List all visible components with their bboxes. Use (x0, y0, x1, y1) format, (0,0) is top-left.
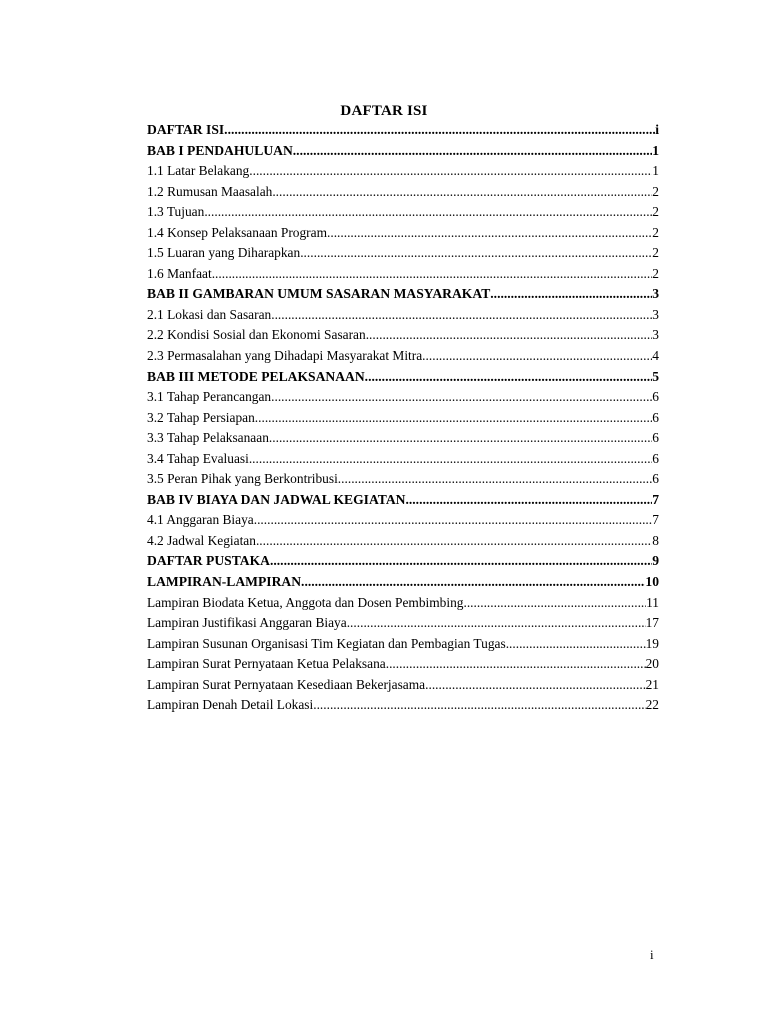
toc-entry[interactable] (147, 184, 659, 205)
page-number: i (650, 947, 654, 962)
toc-entry-title: 1.1 Latar Belakang (147, 163, 250, 179)
toc-entry[interactable] (147, 451, 659, 472)
toc-entry-title: 4.2 Jadwal Kegiatan (147, 532, 256, 548)
toc-dot-leader (256, 533, 652, 549)
toc-entry[interactable] (147, 492, 659, 513)
toc-entry[interactable] (147, 369, 659, 390)
toc-entry[interactable] (147, 512, 659, 533)
toc-entry-title: BAB II GAMBARAN UMUM SASARAN MASYARAKAT (147, 286, 491, 302)
toc-entry-title: DAFTAR ISI (147, 122, 225, 137)
toc-entry-page: 22 (645, 697, 659, 713)
toc-entry-title: BAB I PENDAHULUAN (147, 142, 293, 158)
toc-entry-page: 5 (652, 368, 659, 384)
toc-entry[interactable] (147, 143, 659, 164)
toc-entry-page: 3 (652, 286, 659, 302)
toc-entry-title: LAMPIRAN-LAMPIRAN (147, 574, 302, 590)
toc-entry[interactable] (147, 595, 659, 616)
toc-entry[interactable] (147, 430, 659, 451)
toc-entry[interactable] (147, 266, 659, 287)
toc-dot-leader (301, 574, 645, 590)
toc-dot-leader (300, 245, 652, 261)
toc-entry-title: 3.5 Peran Pihak yang Berkontribusi (147, 471, 338, 487)
toc-entry-page: 4 (652, 348, 659, 364)
toc-entry-page: 6 (652, 471, 659, 487)
toc-entry-page: 2 (652, 224, 659, 240)
toc-entry-title: 3.3 Tahap Pelaksanaan (147, 430, 269, 446)
table-of-contents (147, 122, 659, 718)
toc-entry-title: 3.4 Tahap Evaluasi (147, 450, 249, 466)
toc-entry-page: 6 (652, 450, 659, 466)
toc-entry-title: Lampiran Justifikasi Anggaran Biaya (147, 615, 347, 631)
toc-dot-leader (425, 677, 645, 693)
toc-entry-page: 1 (652, 142, 659, 158)
toc-entry-page: 2 (652, 183, 659, 199)
toc-dot-leader (204, 204, 652, 220)
toc-entry[interactable] (147, 348, 659, 369)
toc-dot-leader (365, 369, 653, 385)
toc-entry-title: 1.6 Manfaat (147, 265, 212, 281)
toc-dot-leader (386, 656, 646, 672)
toc-entry-page: i (655, 122, 659, 137)
toc-entry-title: Lampiran Surat Pernyataan Ketua Pelaksana (147, 656, 386, 672)
toc-entry-title: 2.1 Lokasi dan Sasaran (147, 306, 272, 322)
toc-entry-page: 8 (652, 532, 659, 548)
toc-entry[interactable] (147, 471, 659, 492)
toc-dot-leader (293, 143, 652, 159)
toc-entry[interactable] (147, 615, 659, 636)
toc-entry[interactable] (147, 677, 659, 698)
toc-entry-page: 1 (652, 163, 659, 179)
toc-entry-title: DAFTAR PUSTAKA (147, 553, 270, 569)
toc-entry[interactable] (147, 163, 659, 184)
toc-entry-title: Lampiran Surat Pernyataan Kesediaan Bekerjasama (147, 676, 426, 692)
toc-entry-title: 3.1 Tahap Perancangan (147, 389, 272, 405)
toc-entry-page: 7 (652, 491, 659, 507)
toc-dot-leader (338, 471, 653, 487)
toc-entry[interactable] (147, 533, 659, 554)
toc-entry-page: 20 (645, 656, 659, 672)
toc-entry-page: 7 (652, 512, 659, 528)
toc-dot-leader (269, 430, 652, 446)
toc-entry-title: 1.2 Rumusan Maasalah (147, 183, 273, 199)
toc-entry-page: 6 (652, 430, 659, 446)
toc-entry-title: Lampiran Susunan Organisasi Tim Kegiatan dan Pembagian Tugas (147, 635, 506, 651)
toc-entry-title: 2.3 Permasalahan yang Dihadapi Masyarakat Mitra (147, 348, 423, 364)
toc-entry[interactable] (147, 410, 659, 431)
toc-entry-page: 3 (652, 327, 659, 343)
toc-dot-leader (313, 697, 645, 713)
toc-entry[interactable] (147, 122, 659, 143)
toc-dot-leader (224, 122, 655, 138)
toc-entry[interactable] (147, 245, 659, 266)
toc-entry[interactable] (147, 286, 659, 307)
toc-entry-page: 6 (652, 389, 659, 405)
toc-entry[interactable] (147, 636, 659, 657)
toc-dot-leader (271, 307, 652, 323)
toc-dot-leader (271, 389, 652, 405)
toc-dot-leader (255, 410, 653, 426)
toc-entry-title: 1.5 Luaran yang Diharapkan (147, 245, 301, 261)
page-title: DAFTAR ISI (340, 103, 428, 119)
toc-entry-title: 4.1 Anggaran Biaya (147, 512, 254, 528)
toc-dot-leader (327, 225, 652, 241)
toc-entry-title: 1.3 Tujuan (147, 204, 205, 220)
toc-dot-leader (405, 492, 652, 508)
toc-dot-leader (254, 512, 653, 528)
toc-dot-leader (463, 595, 646, 611)
toc-entry-page: 2 (652, 265, 659, 281)
toc-entry[interactable] (147, 574, 659, 595)
toc-entry-title: Lampiran Biodata Ketua, Anggota dan Dosen Pembimbing (147, 594, 464, 610)
toc-entry[interactable] (147, 389, 659, 410)
toc-entry-title: Lampiran Denah Detail Lokasi (147, 697, 314, 713)
toc-entry-title: 2.2 Kondisi Sosial dan Ekonomi Sasaran (147, 327, 366, 343)
toc-dot-leader (272, 184, 652, 200)
toc-entry-page: 2 (652, 204, 659, 220)
toc-dot-leader (506, 636, 646, 652)
toc-entry-page: 11 (646, 594, 659, 610)
toc-entry[interactable] (147, 656, 659, 677)
toc-entry-title: BAB IV BIAYA DAN JADWAL KEGIATAN (147, 491, 406, 507)
toc-entry-page: 17 (645, 615, 659, 631)
toc-entry[interactable] (147, 225, 659, 246)
toc-entry-page: 2 (652, 245, 659, 261)
toc-entry-page: 19 (645, 635, 659, 651)
toc-entry-page: 21 (645, 676, 659, 692)
toc-entry-page: 3 (652, 306, 659, 322)
toc-dot-leader (270, 553, 652, 569)
toc-entry-title: 1.4 Konsep Pelaksanaan Program (147, 224, 327, 240)
toc-dot-leader (249, 163, 652, 179)
toc-entry[interactable] (147, 553, 659, 574)
toc-entry-page: 9 (652, 553, 659, 569)
toc-entry-page: 10 (645, 574, 659, 590)
toc-entry[interactable] (147, 307, 659, 328)
toc-entry[interactable] (147, 327, 659, 348)
toc-entry-page: 6 (652, 409, 659, 425)
toc-dot-leader (422, 348, 652, 364)
toc-dot-leader (490, 286, 652, 302)
toc-dot-leader (347, 615, 646, 631)
toc-dot-leader (249, 451, 652, 467)
toc-entry-title: 3.2 Tahap Persiapan (147, 409, 255, 425)
toc-entry[interactable] (147, 204, 659, 225)
toc-entry-title: BAB III METODE PELAKSANAAN (147, 368, 365, 384)
toc-dot-leader (212, 266, 653, 282)
toc-entry[interactable] (147, 697, 659, 718)
toc-dot-leader (366, 327, 653, 343)
